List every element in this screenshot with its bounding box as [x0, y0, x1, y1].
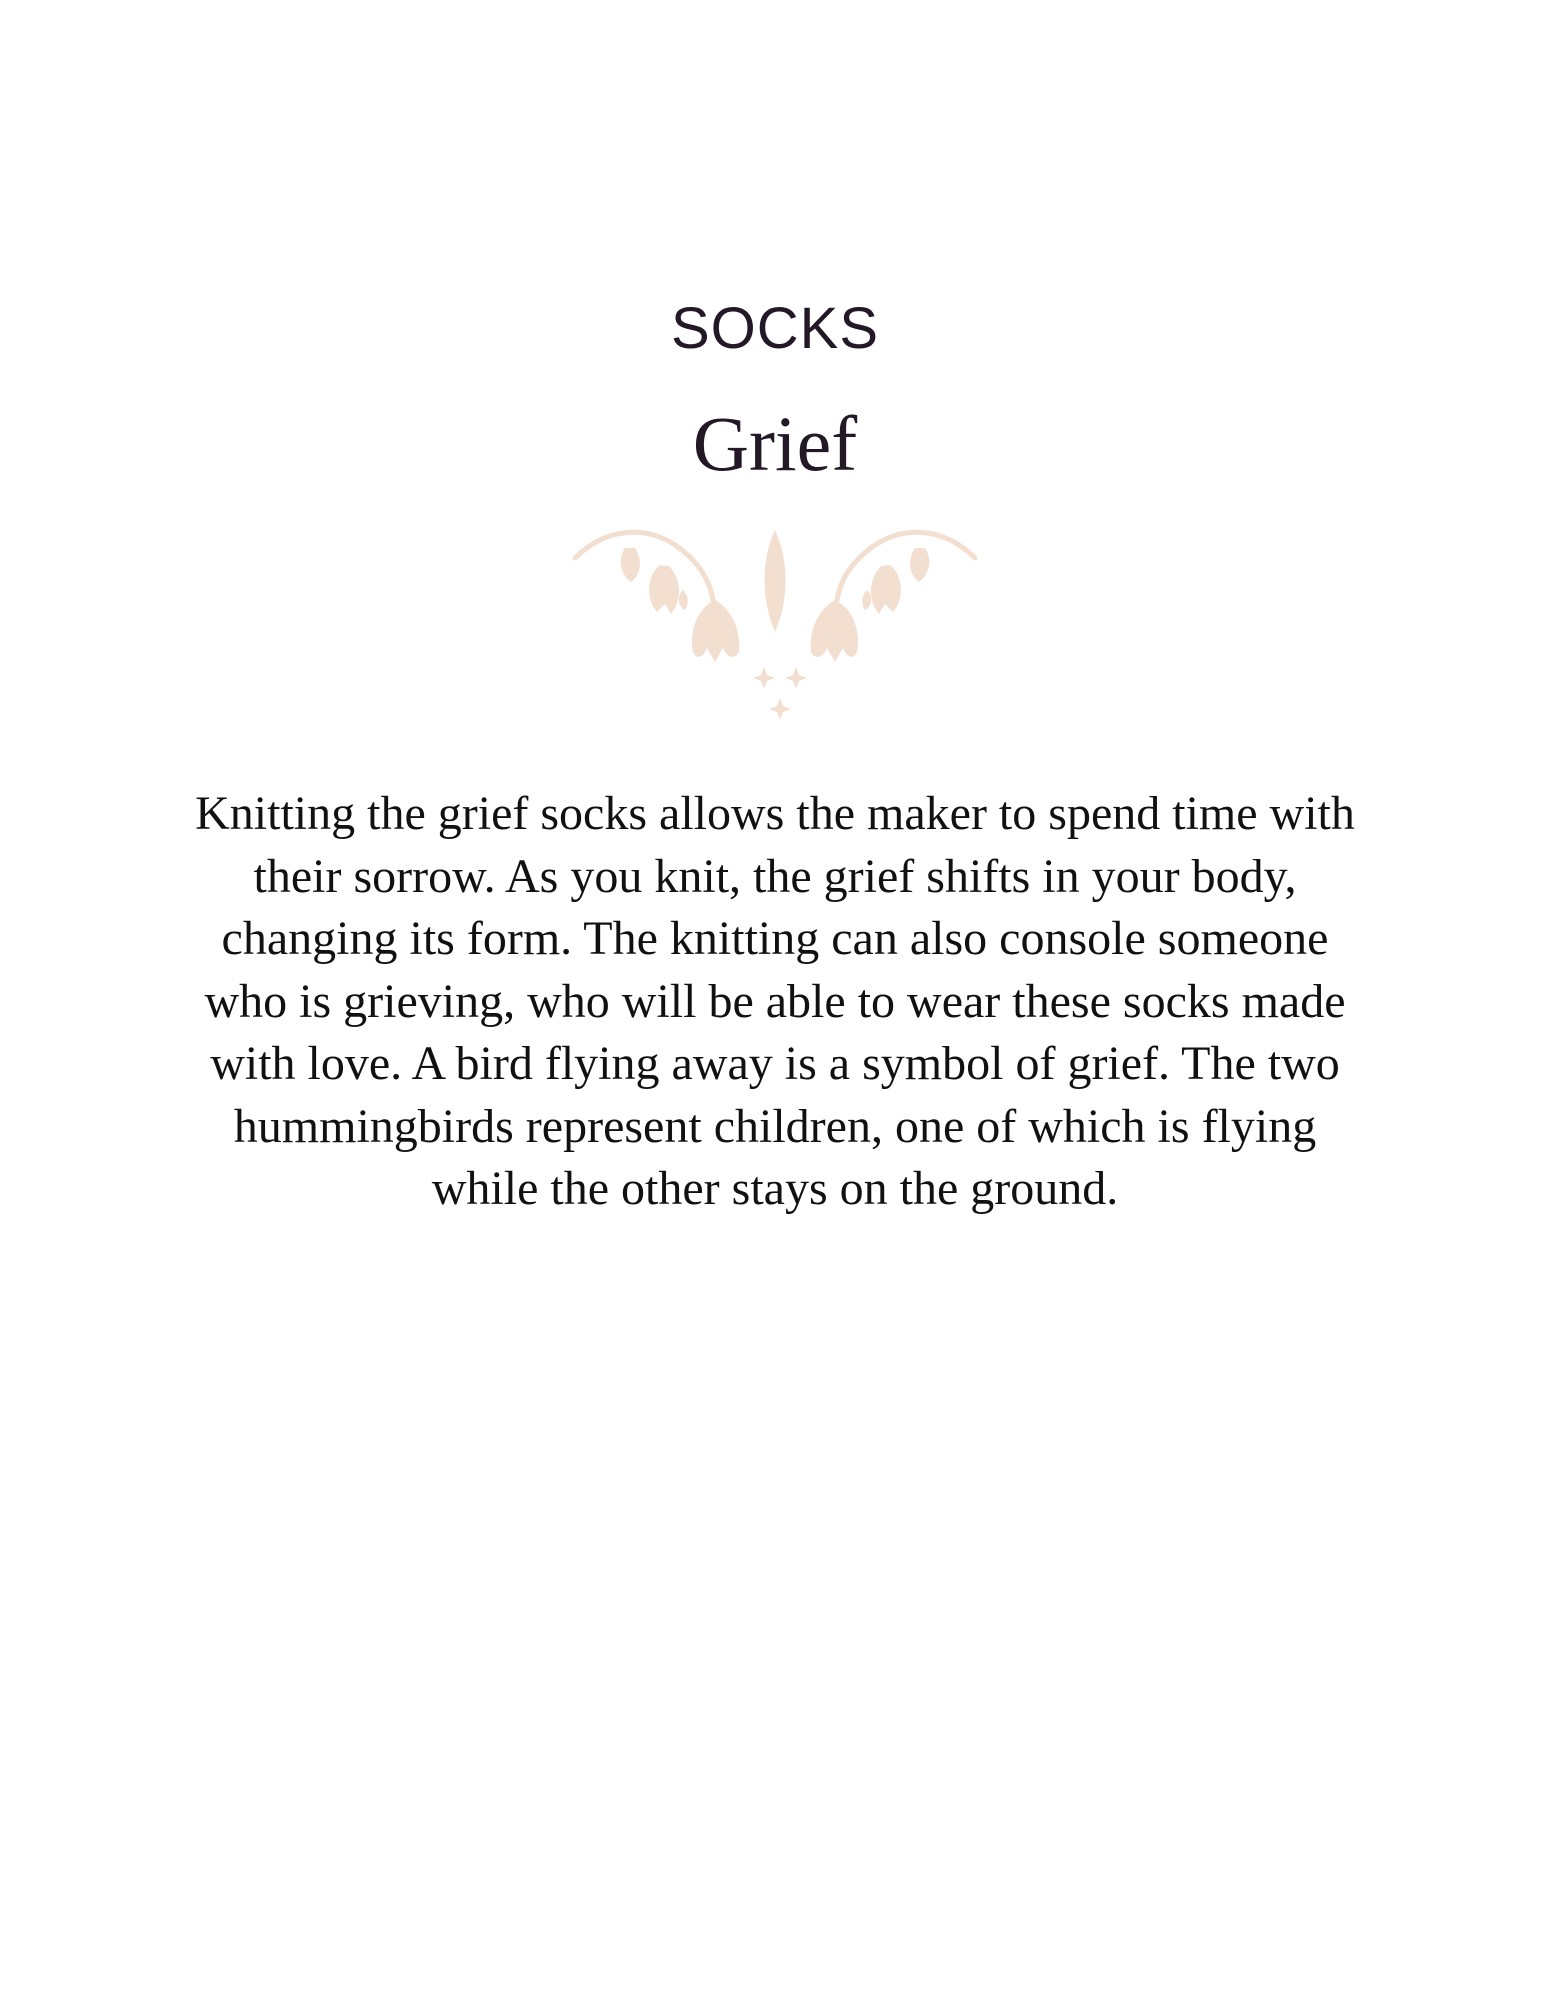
body-paragraph: Knitting the grief socks allows the maker to spend time with their sorrow. As you knit, the grief shifts in your body, changing its form. The knitting can also console someone who is grieving, who will be able to wear these socks made with love. A bird flying away is a symbol of grief. The two hummingbirds represent children, one of which is flying while the other stays on the ground. [195, 787, 1355, 1215]
floral-ornament-icon [565, 520, 985, 735]
section-label: SOCKS [670, 296, 880, 361]
page-title: Grief [692, 400, 858, 487]
